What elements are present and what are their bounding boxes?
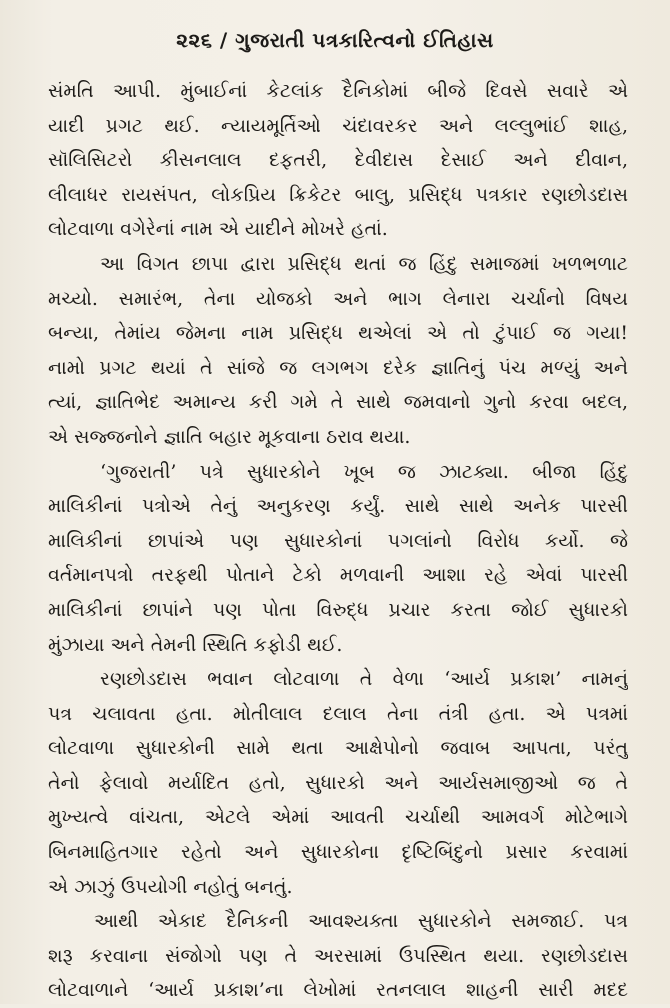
text-line: સંમતિ આપી. મુંબાઈનાં કેટલાંક દૈનિકોમાં બીજે દિવસે સવારે એ — [48, 80, 628, 102]
text-line: લોટવાળાને ‘આર્ય પ્રકાશ’ના લેખોમાં રતનલાલ શાહની સારી મદદ — [48, 979, 628, 1002]
text-line: સૉલિસિટરો કીસનલાલ દફતરી, દેવીદાસ દેસાઈ અને દીવાન, — [48, 149, 628, 172]
text-line: શરૂ કરવાના સંજોગો પણ તે અરસામાં ઉપસ્થિત થયા. રણછોડદાસ — [48, 944, 628, 967]
text-line: ત્યાં, જ્ઞાતિભેદ અમાન્ય કરી ગમે તે સાથે જમવાનો ગુનો કરવા બદલ, — [48, 391, 628, 414]
text-line: મુંઝાયા અને તેમની સ્થિતિ કફોડી થઈ. — [48, 633, 343, 656]
text-line: લીલાધર રાયસંપત, લોકપ્રિય ક્રિકેટર બાલુ, પ્રસિદ્ધ પત્રકાર રણછોડદાસ — [48, 183, 628, 206]
text-line: એ સજ્જનોને જ્ઞાતિ બહાર મૂકવાના ઠરાવ થયા. — [48, 425, 411, 448]
text-line: એ ઝાઝું ઉપયોગી નહોતું બનતું. — [48, 875, 293, 898]
running-header — [0, 28, 670, 52]
text-line: મુખ્યત્વે વાંચતા, એટલે એમાં આવતી ચર્ચાથી આમવર્ગ મોટેભાગે — [48, 806, 628, 829]
text-line: યાદી પ્રગટ થઈ. ન્યાયમૂર્તિઓ ચંદાવરકર અને લલ્લુભાંઈ શાહ, — [48, 114, 628, 137]
text-line: તેનો ફેલાવો મર્યાદિત હતો, સુધારકો અને આર્યસમાજીઓ જ તે — [48, 771, 628, 794]
page-number: ૨૨૬ — [176, 28, 213, 52]
text-line: માલિકીનાં છાપાંએ પણ સુધારકોનાં પગલાંનો વિરોધ કર્યો. જે — [48, 529, 628, 552]
text-line: મચ્યો. સમારંભ, તેના યોજકો અને ભાગ લેનારા ચર્ચાનો વિષય — [48, 287, 628, 310]
body-text — [48, 74, 628, 1008]
book-title: ગુજરાતી પત્રકારિત્વનો ઈતિહાસ — [235, 28, 494, 52]
text-line: માલિકીનાં પત્રોએ તેનું અનુકરણ કર્યું. સાથે સાથે અનેક પારસી — [48, 495, 628, 518]
text-line: પત્ર ચલાવતા હતા. મોતીલાલ દલાલ તેના તંત્રી હતા. એ પત્રમાં — [48, 702, 628, 725]
text-line: વર્તમાનપત્રો તરફથી પોતાને ટેકો મળવાની આશા રહે એવાં પારસી — [48, 564, 628, 587]
paragraph-first-line: આથી એકાદ દૈનિકની આવશ્યક્તા સુધારકોને સમજાઈ. પત્ર — [94, 910, 628, 933]
text-line: માલિકીનાં છાપાંને પણ પોતા વિરુદ્ધ પ્રચાર કરતા જોઈ સુધારકો — [48, 598, 628, 621]
text-line: બિનમાહિતગાર રહેતો અને સુધારકોના દૃષ્ટિબિંદુનો પ્રસાર કરવામાં — [48, 841, 628, 864]
text-line: લોટવાળા સુધારકોની સામે થતા આક્ષેપોનો જવાબ આપતા, પરંતુ — [48, 737, 628, 760]
paragraph-first-line: આ વિગત છાપા દ્વારા પ્રસિદ્ધ થતાં જ હિંદુ સમાજમાં ખળભળાટ — [100, 252, 628, 275]
text-line: બન્યા, તેમાંય જેમના નામ પ્રસિદ્ધ થએલાં એ તો ટુંપાઈ જ ગયા! — [48, 322, 628, 345]
paragraph-first-line: ‘ગુજરાતી’ પત્રે સુધારકોને ખૂબ જ ઝાટક્યા. બીજા હિંદુ — [100, 460, 628, 483]
paragraph-first-line: રણછોડદાસ ભવાન લોટવાળા તે વેળા ‘આર્ય પ્રકાશ’ નામનું — [100, 668, 628, 691]
header-separator: / — [219, 28, 228, 52]
text-line: લોટવાળા વગેરેનાં નામ એ યાદીને મોખરે હતાં. — [48, 218, 388, 241]
text-line: નામો પ્રગટ થયાં તે સાંજે જ લગભગ દરેક જ્ઞાતિનું પંચ મળ્યું અને — [48, 356, 628, 379]
